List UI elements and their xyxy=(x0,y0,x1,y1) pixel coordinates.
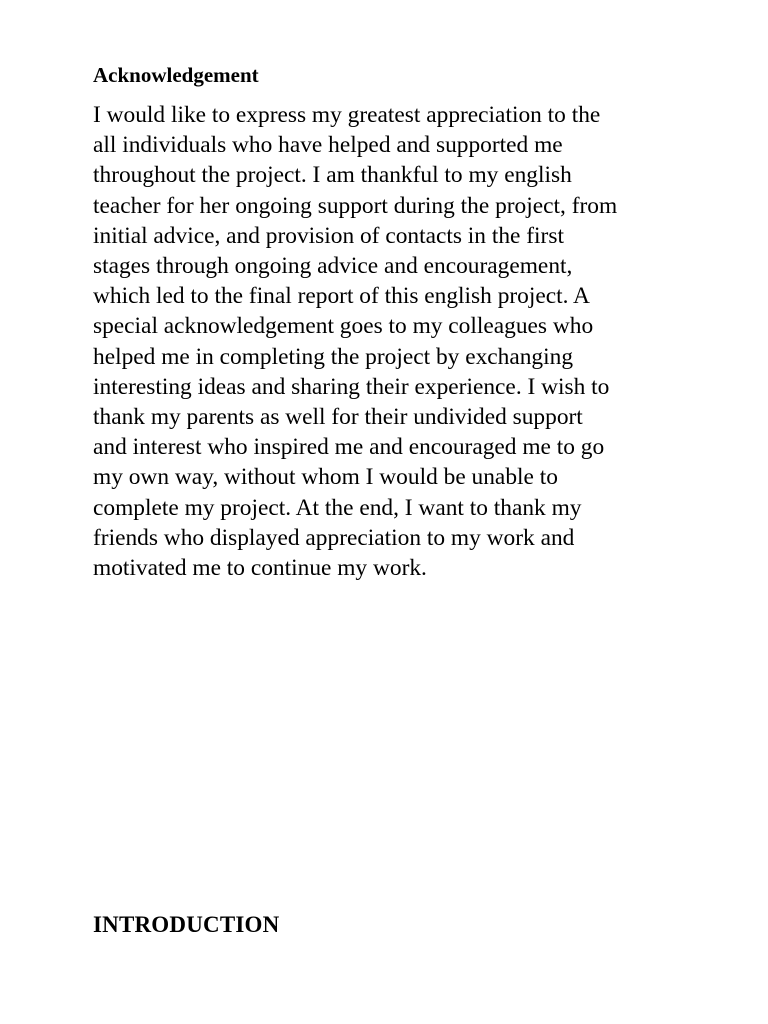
paragraph-line: teacher for her ongoing support during the project, from xyxy=(93,192,618,219)
paragraph-line: complete my project. At the end, I want to thank my xyxy=(93,494,582,521)
paragraph-line: my own way, without whom I would be unable to xyxy=(93,464,558,491)
paragraph-line: throughout the project. I am thankful to my english xyxy=(93,162,572,189)
paragraph-line: special acknowledgement goes to my colleagues who xyxy=(93,313,594,340)
paragraph-line: interesting ideas and sharing their experience. I wish to xyxy=(93,373,610,400)
paragraph-line: all individuals who have helped and supported me xyxy=(93,132,563,159)
acknowledgement-paragraph xyxy=(93,100,693,583)
paragraph-line: friends who displayed appreciation to my work and xyxy=(93,524,575,551)
paragraph-line: which led to the final report of this english project. A xyxy=(93,283,590,310)
introduction-heading: INTRODUCTION xyxy=(93,912,280,937)
paragraph-line: helped me in completing the project by exchanging xyxy=(93,343,574,370)
paragraph-line: motivated me to continue my work. xyxy=(93,555,427,582)
paragraph-line: stages through ongoing advice and encouragement, xyxy=(93,253,573,280)
paragraph-line: and interest who inspired me and encouraged me to go xyxy=(93,434,605,461)
paragraph-line: thank my parents as well for their undivided support xyxy=(93,404,583,431)
paragraph-line: I would like to express my greatest appreciation to the xyxy=(93,102,601,128)
acknowledgement-heading: Acknowledgement xyxy=(93,63,259,87)
paragraph-line: initial advice, and provision of contacts in the first xyxy=(93,222,564,249)
